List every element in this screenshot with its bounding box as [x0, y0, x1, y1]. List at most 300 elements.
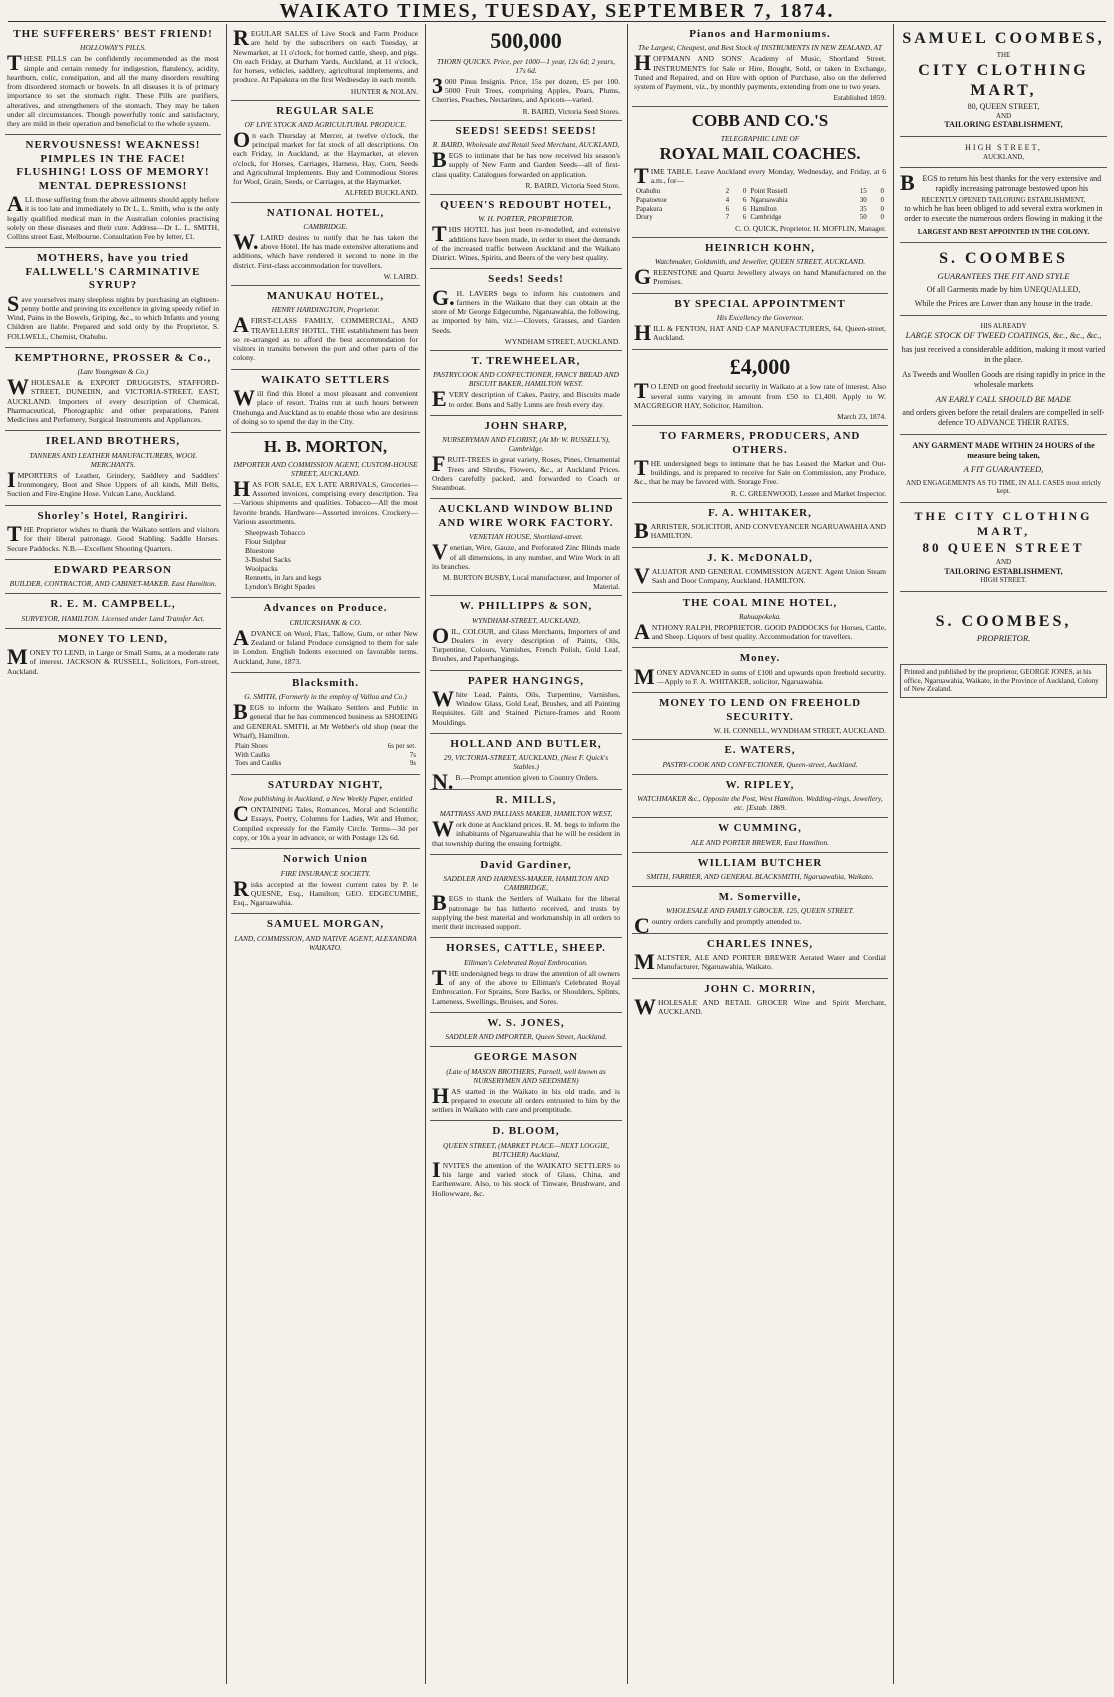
advertisement	[5, 248, 221, 347]
ad-heading: Shorley's Hotel, Rangiriri.	[37, 509, 189, 522]
ad-subheading: TELEGRAPHIC LINE OF	[720, 134, 800, 144]
advertisement	[231, 433, 420, 598]
ad-subheading: TANNERS AND LEATHER MANUFACTURERS, WOOL MERCHANTS.	[29, 450, 197, 469]
advertisement	[632, 24, 888, 107]
ad-subheading: Elliman's Celebrated Royal Embrocation.	[464, 957, 588, 967]
ad-heading: SEEDS! SEEDS! SEEDS!	[455, 124, 597, 137]
advertisement	[430, 269, 622, 351]
ad-subheading: Watchmaker, Goldsmith, and Jeweller, QUEEN STREET, AUCKLAND.	[654, 257, 866, 267]
ad-heading: AUCKLAND WINDOW BLIND AND WIRE WORK FACTORY.	[438, 503, 614, 529]
ad-heading: PAPER HANGINGS,	[467, 674, 585, 687]
ad-subheading: NURSERYMAN AND FLORIST, (At Mr W. RUSSELL'S), Cambridge.	[442, 435, 610, 454]
ad-line: HIGH STREET,	[965, 143, 1042, 153]
table-cell: Cambridge	[750, 213, 782, 222]
ad-signature: Established 1859.	[833, 93, 886, 103]
ad-subheading: CAMBRIDGE.	[303, 221, 348, 231]
ad-signature: W. LAIRD.	[383, 271, 418, 281]
ad-body: TO LEND on good freehold security in Waikato at a low rate of interest. Also several sums varying in amount from £50 to £1,400. Apply to W. MACGREGOR HAY, Solicitor, Hamilton.	[634, 378, 886, 410]
divider	[900, 167, 1107, 168]
advertisement	[632, 107, 888, 237]
ad-heading: Norwich Union	[283, 853, 368, 866]
ad-signature: WYNDHAM STREET, AUCKLAND.	[504, 336, 620, 346]
ad-line: PROPRIETOR.	[976, 633, 1031, 644]
advertisement	[430, 855, 622, 938]
ad-heading: THE SUFFERERS' BEST FRIEND!	[13, 28, 213, 40]
table-cell: Papatoetoe	[636, 196, 667, 204]
ad-line: A FIT GUARANTEED,	[963, 464, 1044, 475]
table-cell: 7s	[409, 750, 416, 759]
ad-subheading: QUEEN STREET, (MARKET PLACE—NEXT LOGGIE, BUTCHER) Auckland,	[443, 1140, 609, 1159]
ad-heading: SAMUEL MORGAN,	[266, 918, 385, 931]
list-item: Woolpacks	[245, 564, 278, 574]
advertisement	[5, 560, 221, 594]
ad-heading: MONEY TO LEND ON FREEHOLD SECURITY.	[658, 697, 862, 723]
ad-line: TAILORING ESTABLISHMENT,	[944, 120, 1063, 130]
ad-heading: JOHN C. MORRIN,	[704, 982, 816, 995]
ad-body: Country orders carefully and promptly attended to.	[634, 913, 802, 939]
ad-body: White Lead, Paints, Oils, Turpentine, Varnishes, Window Glass, Gold Leaf, Brushes, and all Painting Requisites. Gilt and Stained Picture-frames and Room Mouldings.	[432, 685, 620, 727]
ad-line: LARGEST AND BEST APPOINTED IN THE COLONY.	[917, 227, 1090, 236]
ad-subheading: SMITH, FARRIER, AND GENERAL BLACKSMITH, Ngaruawahia, Waikato.	[646, 871, 874, 881]
advertisement	[5, 135, 221, 248]
advertisement	[430, 790, 622, 855]
table-cell: 15	[859, 187, 867, 196]
advertisement	[430, 1047, 622, 1121]
advertisement	[5, 431, 221, 505]
ad-subheading: BUILDER, CONTRACTOR, AND CABINET-MAKER. East Hamilton.	[9, 579, 217, 589]
ad-subheading: G. SMITH, (Formerly in the employ of Vallou and Co.)	[244, 692, 407, 702]
ad-paragraph: to which he has been obliged to add several extra workmen in order to execute the numerous orders flowing in making it the	[904, 204, 1103, 224]
advertisement	[231, 849, 420, 914]
ad-line: TAILORING ESTABLISHMENT,	[944, 566, 1063, 576]
item-list	[245, 528, 418, 591]
ad-subheading: His Excellency the Governor.	[716, 312, 804, 322]
ad-body: MONEY TO LEND, in Large or Small Sums, at a moderate rate of interest. JACKSON & RUSSELL, Solicitors, Fort-street, Auckland.	[7, 644, 219, 676]
ad-subheading: OF LIVE STOCK AND AGRICULTURAL PRODUCE.	[244, 119, 407, 129]
advertisement	[632, 503, 888, 548]
advertisement	[231, 775, 420, 849]
ad-heading: KEMPTHORNE, PROSSER & Co.,	[14, 351, 212, 364]
table-cell: 2	[725, 187, 730, 196]
ad-body: CONTAINING Tales, Romances, Moral and Scientific Essays, Poetry, Columns for Ladies, Wit and Humor, Compiled expressly for the Family Circle. Terms—3d per copy, or 10s a year in advance, or with Postage 12s 6d.	[233, 801, 418, 842]
ad-body: BEGS to thank the Settlers of Waikato for the liberal patronage he has hitherto received, and trusts by supplying the best material and workmanship in all orders to merit their increased support.	[432, 890, 620, 932]
ad-heading: IRELAND BROTHERS,	[45, 435, 181, 448]
column-4	[629, 24, 891, 1689]
table-cell: 6s per set.	[387, 742, 416, 751]
table-cell: 9s	[409, 759, 416, 768]
advertisement	[5, 629, 221, 682]
ad-body: ALL those suffering from the above ailments should apply before it is too late and immediately to Dr L. L. Smith, who is the only legally qualified medical man in the Australian colonies practising solely on these diseases and their cure. Address—Dr L. L. SMITH, Collins street East, Melbourne. Consultation Fee by letter, £1.	[7, 191, 219, 242]
ad-signature: M. BURTON BUSBY, Local manufacturer, and Importer of Material.	[442, 573, 620, 592]
advertisement	[632, 853, 888, 887]
ad-line: ANY GARMENT MADE WITHIN 24 HOURS of the measure being taken,	[912, 440, 1095, 460]
advertisement	[231, 673, 420, 775]
ad-subheading: Now publishing in Auckland, a New Weekly Paper, entitled	[238, 794, 413, 804]
list-item: 3-Bushel Sacks	[245, 555, 291, 565]
divider	[900, 502, 1107, 503]
ad-heading: Seeds! Seeds!	[488, 273, 564, 286]
ad-body: Risks accepted at the lowest current rates by P. le QUESNE, Esq., Hamilton; GEO. EDGECUMBE, Esq., Ngaruawahia.	[233, 875, 418, 908]
price-table	[634, 187, 886, 221]
table-cell: 0	[880, 204, 884, 213]
ad-heading: WAIKATO SETTLERS	[261, 373, 390, 386]
advertisement	[430, 195, 622, 269]
ad-body: IMPORTERS of Leather, Grindery, Saddlery and Saddlers' Ironmongery, Boot and Shoe Uppers of all kinds, Mill Belts, Suction and Fire-Engine Hose. Vulcan Lane, Auckland.	[7, 466, 219, 499]
table-cell: Point Russell	[750, 187, 788, 196]
ad-line: S. COOMBES	[939, 250, 1068, 268]
ad-subheading: ALE AND PORTER BREWER, East Hamilton.	[690, 837, 829, 847]
advertisement	[632, 350, 888, 427]
ad-subheading: PASTRYCOOK AND CONFECTIONER, FANCY BREAD AND BISCUIT BAKER, HAMILTON WEST.	[433, 370, 619, 389]
table-cell: Otahuhu	[636, 187, 661, 196]
ad-heading: £4,000	[729, 353, 791, 379]
ad-heading: COBB AND CO.'S	[691, 111, 829, 131]
ad-body: N.B.—Prompt attention given to Country Orders.	[432, 769, 599, 795]
ad-paragraph: As Tweeds and Woollen Goods are rising rapidly in price in the wholesale markets	[901, 370, 1106, 390]
ad-subheading: Rahuapokeka.	[738, 611, 782, 621]
column-3	[427, 24, 625, 1689]
table-cell: 4	[725, 196, 730, 204]
ad-heading: HEINRICH KOHN,	[705, 241, 815, 254]
ad-subheading: R. BAIRD, Wholesale and Retail Seed Merchant, AUCKLAND,	[432, 140, 620, 150]
ad-body: BARRISTER, SOLICITOR, AND CONVEYANCER NGARUAWAHIA AND HAMILTON.	[634, 518, 886, 544]
ad-heading: NERVOUSNESS! WEAKNESS! PIMPLES IN THE FACE! FLUSHING! LOSS OF MEMORY! MENTAL DEPRESSIONS!	[16, 139, 210, 192]
divider	[900, 591, 1107, 592]
advertisement	[430, 938, 622, 1012]
advertisement	[632, 775, 888, 818]
table-row	[233, 751, 418, 760]
ad-heading: Blacksmith.	[292, 676, 359, 689]
column-divider	[226, 24, 227, 1684]
ad-heading: MONEY TO LEND,	[57, 632, 169, 645]
ad-heading: HOLLAND AND BUTLER,	[450, 737, 602, 750]
ad-subheading: WYNDHAM-STREET, AUCKLAND,	[472, 615, 580, 625]
table-row	[233, 742, 418, 751]
ad-subheading: SURVEYOR, HAMILTON. Licensed under Land Transfer Act.	[21, 613, 205, 623]
advertisement	[632, 887, 888, 939]
ad-body: THE Proprietor wishes to thank the Waikato settlers and visitors for their liberal patronage. Good Stabling. Saddle Horses. Secure Paddocks. N.B.—Excellent Shooting Quarters.	[7, 521, 219, 553]
ad-body: Will find this Hotel a most pleasant and convenient place of resort. Trains run at such hours between Onehunga and Auckland as to enable those who are desirous of doing so to spend the day in the City.	[233, 385, 418, 426]
advertiser-name: SAMUEL COOMBES,	[902, 30, 1105, 47]
ad-subheading: HENRY HARDINGTON, Proprietor.	[271, 305, 380, 315]
ad-body: ANTHONY RALPH, PROPRIETOR. GOOD PADDOCKS for Horses, Cattle, and Sheep. Liquors of best quality. Accommodation for travellers.	[634, 618, 886, 644]
list-item: Bluestone	[245, 546, 275, 556]
ad-heading: THE COAL MINE HOTEL,	[682, 596, 838, 609]
ad-body: MALTSTER, ALE AND PORTER BREWER Aerated Water and Cordial Manufacturer, Ngaruawahia, Waikato.	[634, 949, 886, 975]
ad-heading: REGULAR SALE	[276, 104, 375, 117]
ad-heading: R. E. M. CAMPBELL,	[50, 598, 176, 611]
divider	[900, 434, 1107, 435]
advertisement	[231, 24, 420, 101]
ad-body: AFIRST-CLASS FAMILY, COMMERCIAL, AND TRAVELLERS' HOTEL. THE establishment has been so re-arranged as to afford the best accommodation for visitors in transitu between the port and other parts of the colony.	[233, 312, 418, 363]
ad-heading: MANUKAU HOTEL,	[266, 289, 385, 302]
list-item: Sheepwash Tobacco	[245, 528, 305, 538]
ad-line: AUCKLAND,	[982, 152, 1025, 161]
masthead-rule	[8, 21, 1106, 22]
table-cell: With Caulks	[235, 750, 270, 759]
ad-body: G.H. LAVERS begs to inform his customers and farmers in the Waikato that they can obtain at the store of Mr George Edgecumbe, Ngaruawahia, the following, as imported by him, viz.:—Clovers, Grasses, and Garden Seeds.	[432, 284, 620, 335]
ad-subheading: IMPORTER AND COMMISSION AGENT, CUSTOM-HOUSE STREET, AUCKLAND.	[233, 459, 418, 478]
ad-subheading: LAND, COMMISSION, AND NATIVE AGENT, ALEXANDRA WAIKATO.	[234, 933, 417, 952]
advertisement	[430, 499, 622, 596]
ad-body: Save yourselves many sleepless nights by purchasing an eighteen-penny bottle and proving its excellence in giving speedy relief in Wind, Pains in the Bowels, Griping, &c., to which Infants and young Children are liable. Prepared and sold only by the Proprietor, S. FOLLWELL, Chemist, Otahuhu.	[7, 290, 219, 341]
ad-subheading: 29, VICTORIA-STREET, AUCKLAND, (Next F. Quick's Stables.)	[443, 753, 609, 772]
table-cell: 0	[742, 187, 747, 196]
ad-body: THE undersigned begs to draw the attention of all owners of any of the above to Elliman's Celebrated Royal Embrocation. For Sprains, Sore Backs, or Shoulders, Splints, Lameness, Swellings, Bruises, and Sores.	[432, 964, 620, 1006]
ad-signature: W. H. CONNELL, WYNDHAM STREET, AUCKLAND.	[713, 726, 886, 736]
ad-heading-large: ROYAL MAIL COACHES.	[659, 144, 861, 164]
ad-body: OIL, COLOUR, and Glass Merchants, Importers of and Dealers in every description of Paints, Oils, Turpentine, Colours, Varnishes, French Polish, Gold Leaf, Brushes, and Paperhangings.	[432, 622, 620, 664]
table-cell: Drury	[636, 213, 653, 222]
ad-signature: C. O. QUICK, Proprietor. H. MOFFLIN, Manager.	[735, 223, 886, 233]
advertisement	[5, 594, 221, 628]
ad-subheading: MATTRASS AND PALLIASS MAKER, HAMILTON WEST,	[439, 809, 613, 819]
advertisement	[632, 934, 888, 979]
ad-line: AND	[995, 558, 1012, 567]
advertisement	[430, 121, 622, 195]
advertisement	[430, 416, 622, 499]
ad-line: THE	[996, 50, 1011, 59]
ad-heading: JOHN SHARP,	[484, 419, 568, 432]
advertisement	[231, 101, 420, 203]
ad-subheading: SADDLER AND HARNESS-MAKER, HAMILTON AND CAMBRIDGE,	[443, 874, 609, 893]
table-row	[634, 205, 886, 214]
shop-name: CITY CLOTHING MART,	[918, 62, 1089, 99]
ad-heading: W. RIPLEY,	[725, 778, 795, 791]
ad-body: BEGS to inform the Waikato Settlers and Public in general that he has commenced business as SHOEING and GENERAL SMITH, at Mr Webber's old shop (near the Wharf), Hamilton.	[233, 699, 418, 740]
advertisement	[430, 671, 622, 734]
table-cell: Plain Shoes	[235, 742, 268, 751]
ad-subheading: WHOLESALE AND FAMILY GROCER, 125, QUEEN STREET.	[665, 906, 855, 916]
ad-heading: R. MILLS,	[495, 793, 557, 806]
ad-heading: QUEEN'S REDOUBT HOTEL,	[440, 198, 612, 211]
ad-body: REGULAR SALES of Live Stock and Farm Produce are held by the subscribers on each Tuesday, at Newmarket, at 11 o'clock, for horned cattle, sheep, and pigs. On each Friday, at Durham Yards, Auckland, at 11 o'clock, for horses, vehicles, saddlery, agricultural implements, and produce. At Papakura on the first Wednesday in each month.	[233, 25, 418, 85]
list-item: Lyndon's Bright Spades	[245, 582, 316, 592]
advertisement	[5, 506, 221, 560]
ad-subheading: (Late Youngman & Co.)	[77, 367, 149, 377]
ad-heading: David Gardiner,	[480, 858, 572, 871]
ad-signature: ALFRED BUCKLAND.	[344, 188, 418, 198]
ad-heading: WILLIAM BUTCHER	[697, 856, 823, 869]
advertisement	[430, 1121, 622, 1203]
advertisement	[430, 1013, 622, 1047]
table-cell: 6	[742, 213, 747, 222]
shop-name: THE CITY CLOTHING MART,	[914, 509, 1093, 538]
column-divider	[893, 24, 894, 1684]
table-cell: Hamilton	[750, 204, 777, 213]
ad-signature: R. C. GREENWOOD, Lessee and Market Inspector.	[730, 488, 886, 498]
ad-subheading: The Largest, Cheapest, and Best Stock of INSTRUMENTS IN NEW ZEALAND, AT	[637, 43, 883, 53]
advertisement	[632, 548, 888, 593]
coombes-advert	[898, 24, 1109, 702]
ad-line: 80 QUEEN STREET	[922, 540, 1085, 556]
table-row	[634, 196, 886, 205]
ad-heading: BY SPECIAL APPOINTMENT	[674, 297, 846, 310]
ad-heading: Money.	[739, 652, 781, 665]
ad-heading: J. K. McDONALD,	[707, 551, 813, 564]
ad-heading: W CUMMING,	[718, 822, 802, 835]
ad-body: GREENSTONE and Quartz Jewellery always on hand Manufactured on the Premises.	[634, 264, 886, 290]
ad-heading: HORSES, CATTLE, SHEEP.	[446, 942, 606, 955]
ad-subheading: PASTRY-COOK AND CONFECTIONER, Queen-street, Auckland.	[662, 759, 858, 769]
ad-body: ADVANCE on Wool, Flax, Tallow, Gum, or other New Zealand or Island Produce consigned to them for sale in London. English Indents executed on favorable terms. Auckland, June, 1873.	[233, 624, 418, 666]
ad-body: TIME TABLE. Leave Auckland every Monday, Wednesday, and Friday, at 6 a.m., for—	[634, 162, 886, 188]
advertisement	[632, 693, 888, 740]
ad-heading: D. BLOOM,	[492, 1125, 560, 1138]
ad-heading: SATURDAY NIGHT,	[267, 778, 384, 791]
ad-body: THESE PILLS can be confidently recommended as the most simple and certain remedy for indigestion, flatulency, acidity, heartburn, colic, constipation, and all the many disorders resulting from disordered stomach or bowels. In all diseases it is of primary importance to set the stomach right. These Pills are purifiers, alteratives, and strengtheners of the stomach. They may be taken under all circumstances. Though powerfully tonic and satisfactory, they are mild in their operation and beneficial to the whole system.	[7, 50, 219, 129]
masthead	[0, 0, 1114, 22]
column-2	[228, 24, 423, 1689]
ad-line: AND ENGAGEMENTS AS TO TIME, IN ALL CASES most strictly kept.	[906, 478, 1101, 496]
ad-line: 80, QUEEN STREET,	[967, 102, 1040, 112]
ad-signature: R. BAIRD, Victoria Seed Stores.	[522, 106, 620, 116]
ad-heading: NATIONAL HOTEL,	[266, 206, 385, 219]
ad-body: Work done at Auckland prices. R. M. begs to inform the inhabitants of Ngaruawahia that he will be resident in that township during the ensuing fortnight.	[432, 816, 620, 848]
ad-heading: M. Somerville,	[718, 890, 802, 903]
advertisement	[231, 598, 420, 672]
advertisement	[632, 818, 888, 852]
ad-heading: H. B. MORTON,	[263, 437, 388, 457]
newspaper-title: WAIKATO TIMES, TUESDAY, SEPTEMBER 7, 1874.	[279, 0, 835, 22]
advertisement	[5, 24, 221, 135]
table-cell: 0	[880, 196, 884, 204]
ad-line: Of all Garments made by him UNEQUALLED,	[926, 285, 1081, 295]
column-divider	[627, 24, 628, 1684]
ad-line: GUARANTEES THE FIT AND STYLE	[937, 270, 1070, 281]
ad-heading: 500,000	[490, 28, 562, 53]
ad-heading: Pianos and Harmoniums.	[689, 28, 831, 40]
ad-body: THE undersigned begs to intimate that he has Leased the Market and Out-buildings, and is prepared to receive for Sale on Commission, any Produce, &c., that he may be favored with. Storage Free.	[634, 454, 886, 487]
ad-line: RECENTLY OPENED TAILORING ESTABLISHMENT,	[921, 195, 1086, 204]
ad-signature: R. BAIRD, Victoria Seed Store.	[525, 180, 620, 190]
ad-subheading: (Late of MASON BROTHERS, Parnell, well known as NURSERYMEN AND SEEDSMEN)	[446, 1066, 606, 1085]
ad-heading: E. WATERS,	[724, 744, 796, 757]
ad-paragraph: has just received a considerable addition, making it most varied in the place.	[901, 344, 1106, 364]
ad-heading: MOTHERS, have you tried FALLWELL'S CARMINATIVE SYRUP?	[25, 252, 201, 292]
table-cell: 0	[880, 213, 884, 222]
ad-subheading: CRUICKSHANK & CO.	[289, 617, 362, 627]
ad-line: S. COOMBES,	[935, 612, 1072, 630]
ad-line: AND	[995, 111, 1012, 120]
ad-subheading: FIRE INSURANCE SOCIETY.	[280, 868, 371, 878]
table-row	[634, 213, 886, 222]
list-item: Rennetts, in Jars and kegs	[245, 573, 322, 583]
ad-paragraph: and orders given before the retail dealers are compelled in self-defence TO ADVANCE THEIR RATES.	[902, 408, 1105, 428]
ad-subheading: THORN QUICKS. Price, per 1000—1 year, 12s 6d; 2 years, 17s 6d.	[437, 56, 615, 75]
ad-body: HOFFMANN AND SONS' Academy of Music, Shortland Street. INSTRUMENTS for Sale or Hire, Bought, Sold, or taken in Exchange, Tuned and Repaired, and on Hire with option of Purchase, also on the deferred system of Payment, viz., by monthly payments, extending from one to two years.	[634, 50, 886, 92]
table-row	[634, 187, 886, 196]
table-cell: Papakura	[636, 204, 663, 213]
list-item: Flour Sulphur	[245, 537, 287, 547]
table-cell: 6	[725, 204, 730, 213]
advertisement	[430, 596, 622, 670]
ad-subheading: WATCHMAKER &c., Opposite the Post, West Hamilton. Wedding-rings, Jewellery, etc. [Estab. 1869.	[637, 794, 883, 813]
ad-body: On each Thursday at Mercer, at twelve o'clock, the principal market for fat stock of all descriptions. On each Friday, in Auckland, at the Haymarket, at eleven o'clock, for Horses, Carriages, Harness, Hay, Corn, Seeds and Agricultural Implements. Buy and Commodious Stores for Wool, Grain, Seeds, or Carriages, at the Haymarket.	[233, 126, 418, 187]
table-cell: 30	[859, 196, 867, 204]
advertisement	[231, 914, 420, 956]
ad-heading: EDWARD PEARSON	[53, 563, 173, 576]
ad-heading: W. PHILLIPPS & SON,	[459, 600, 593, 613]
table-cell: 6	[742, 204, 747, 213]
table-cell: 0	[880, 187, 884, 196]
advertisement	[430, 351, 622, 416]
advertisement	[632, 979, 888, 1023]
ad-body: Venetian, Wire, Gauze, and Perforated Zinc Blinds made of all dimensions, in any number, and Wire Work in all its branches.	[432, 539, 620, 571]
table-cell: 35	[859, 204, 867, 213]
column-divider	[425, 24, 426, 1684]
price-table	[233, 742, 418, 768]
table-row	[233, 759, 418, 768]
advertisement	[632, 238, 888, 294]
ad-body: 3000 Pinus Insignis. Price, 15s per dozen, £5 per 100. 5000 Fruit Trees, comprising Apples, Pears, Plums, Cherries, Peaches, Nectarines, and Apricots—varied.	[432, 72, 620, 105]
table-cell: Ngaruawahia	[750, 196, 788, 204]
ad-body: INVITES the attention of the WAIKATO SETTLERS to his large and varied stock of Glass, China, and Earthenware. Also, to his stock of Tinware, Brushware, and Hollowware, &c.	[432, 1156, 620, 1198]
ad-line: While the Prices are Lower than any house in the trade.	[914, 299, 1093, 309]
advertisement	[632, 593, 888, 649]
advertisement	[632, 740, 888, 774]
ad-body: W.LAIRD desires to notify that he has taken the above Hotel. He has made extensive alterations and additions, which have rendered it second to none in the district. First-class accommodation for travellers.	[233, 228, 418, 270]
ad-line: HIS ALREADY	[980, 321, 1027, 330]
ad-body: VALUATOR AND GENERAL COMMISSION AGENT. Agent Union Steam Sash and Door Company, Auckland. HAMILTON.	[634, 563, 886, 589]
ad-signature: HUNTER & NOLAN.	[350, 86, 418, 96]
ad-subheading: SADDLER AND IMPORTER, Queen Street, Auckland.	[445, 1032, 607, 1042]
advertisement	[231, 203, 420, 286]
advertisement	[430, 734, 622, 795]
ad-line: AN EARLY CALL SHOULD BE MADE	[935, 393, 1072, 404]
divider	[900, 242, 1107, 243]
ad-heading: W. S. JONES,	[487, 1016, 565, 1029]
ad-subheading: HOLLOWAY'S PILLS.	[80, 43, 146, 53]
ad-body: EVERY description of Cakes, Pastry, and Biscuits made to order. Buns and Sally Lunns are fresh every day.	[432, 386, 620, 412]
ad-body: WHOLESALE AND RETAIL GROCER Wine and Spirit Merchant, AUCKLAND.	[634, 993, 886, 1019]
table-cell: 6	[742, 196, 747, 204]
ad-paragraph: BEGS to return his best thanks for the very extensive and rapidly increasing patronage bestowed upon his	[900, 170, 1102, 196]
ad-body: BEGS to intimate that he has now received his season's supply of New Farm and Garden Seeds—all of first-class quality. Catalogues forwarded on application.	[432, 147, 620, 179]
ad-heading: CHARLES INNES,	[706, 937, 814, 950]
ad-body: MONEY ADVANCED in sums of £100 and upwards upon freehold security.—Apply to F. A. WHITAKER, solicitor, Ngaruawahia.	[634, 663, 886, 689]
ad-line: HIGH STREET.	[980, 576, 1027, 585]
advertisement	[632, 294, 888, 350]
advertisement	[231, 286, 420, 370]
ad-heading: F. A. WHITAKER,	[708, 506, 812, 519]
column-5-coombes-advert	[895, 24, 1112, 1689]
ad-body: HILL & FENTON, HAT AND CAP MANUFACTURERS, 64, Queen-street, Auckland.	[634, 320, 886, 345]
ad-body: HAS FOR SALE, EX LATE ARRIVALS, Groceries—Assorted invoices, comprising every description. Tea—Various shipments and qualities. Tobacco—All the most favorite brands. Hardware—Assorted invoices. Crockery—Various assortments.	[233, 475, 418, 526]
advertisement	[5, 348, 221, 432]
table-cell: 50	[859, 213, 867, 222]
table-cell: 7	[725, 213, 730, 222]
ad-body: THIS HOTEL has just been re-modelled, and extensive additions have been made, in order to meet the demands of the increased traffic between Auckland and the Waikato District. Wines, Spirits, and Beers of the very best quality.	[432, 221, 620, 263]
ad-heading: TO FARMERS, PRODUCERS, AND OTHERS.	[659, 430, 861, 456]
imprint-footer: Printed and published by the proprietor, GEORGE JONES, at his office, Ngaruawahia, Waikato, in the Province of Auckland, Colony of New Zealand.	[900, 664, 1107, 698]
advertisement	[430, 24, 622, 121]
ad-heading: GEORGE MASON	[474, 1051, 578, 1064]
column-1	[2, 24, 224, 1689]
ad-body: HAS started in the Waikato in his old trade, and is prepared to execute all orders entrusted to him by the settlers in Waikato with care and promptitude.	[432, 1082, 620, 1115]
divider	[900, 136, 1107, 137]
ad-subheading: W. H. PORTER, PROPRIETOR.	[478, 214, 574, 224]
ad-body: FRUIT-TREES in great variety, Roses, Pines, Ornamental Trees and Shrubs, Flowers, &c., at Auckland Prices. Orders carefully packed, and forwarded to Coach or Steamboat.	[432, 451, 620, 493]
ad-body: WHOLESALE & EXPORT DRUGGISTS, STAFFORD-STREET, DUNEDIN, and VICTORIA-STREET, EAST, AUCKLAND. Importers of every description of Chemical, Pharmaceutical, Photographic and other preparations, Patent Medicines and Perfumery, Surgical Instruments and Appliances.	[7, 374, 219, 425]
ad-heading: T. TREWHEELAR,	[471, 355, 581, 368]
advertisement	[632, 648, 888, 693]
ad-heading: Advances on Produce.	[263, 602, 388, 615]
ad-line: LARGE STOCK OF TWEED COATINGS, &c., &c., &c.,	[905, 330, 1102, 341]
advertisement	[632, 426, 888, 503]
table-cell: Toes and Caulks	[235, 759, 282, 768]
divider	[900, 315, 1107, 316]
